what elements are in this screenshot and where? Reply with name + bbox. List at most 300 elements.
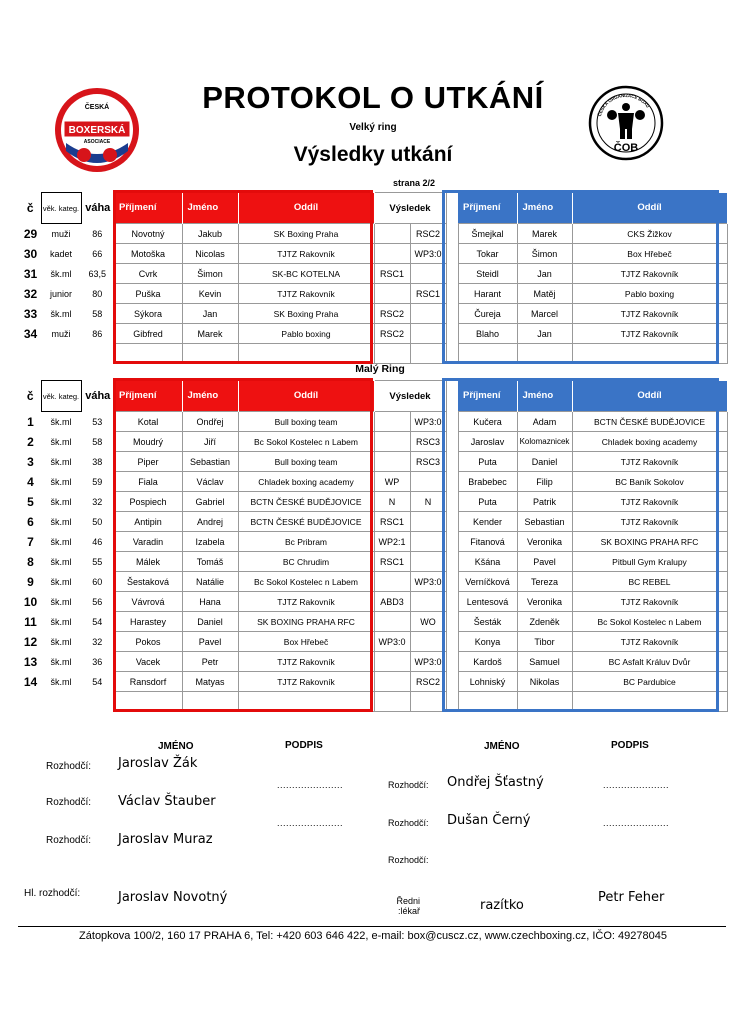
small-ring-blue-club: BC Asfalt Králuv Dvůr [572,652,727,672]
small-ring-header-red-name: Jméno [182,381,238,412]
big-ring-blue-name: Jan [517,264,572,284]
big-ring-red-name: Marek [182,324,238,344]
referee-label-1: Rozhodčí: [46,761,92,772]
small-ring-blue-club: Chladek boxing academy [572,432,727,452]
small-ring-bout-row [20,612,727,632]
big-ring-category: muži [51,328,71,339]
small-ring-gap [446,672,458,692]
big-ring-blue-club [572,344,727,364]
small-ring-red-name: Tomáš [182,552,238,572]
small-ring-result-blue [410,632,446,652]
small-ring-bout-number: 13 [23,654,38,669]
small-ring-red-name: Natálie [182,572,238,592]
small-ring-header-red-club: Oddíl [238,381,374,412]
big-ring-gap [446,344,458,364]
small-ring-red-surname: Vacek [114,652,182,672]
small-ring-bout-number: 1 [27,414,34,429]
small-ring-weight: 54 [92,616,103,627]
small-ring-red-name: Ondřej [182,412,238,432]
small-ring-red-name [182,692,238,712]
col-sign-left: PODPIS [285,740,323,751]
small-ring-red-club: TJTZ Rakovník [238,652,374,672]
small-ring-result-red [374,612,410,632]
chief-referee-label: Hl. rozhodčí: [24,888,81,899]
small-ring-blue-club: TJTZ Rakovník [572,632,727,652]
small-ring-header-blue-club: Oddíl [572,381,727,412]
big-ring-result-blue [410,304,446,324]
small-ring-blue-surname: Kučera [458,412,517,432]
small-ring-weight: 54 [92,676,103,687]
small-ring-result-blue: RSC3 [410,432,446,452]
small-ring-category: šk.ml [50,656,72,667]
big-ring-red-name: Nicolas [182,244,238,264]
small-ring-blue-club [572,692,727,712]
big-ring-red-surname: Novotný [114,224,182,244]
big-ring-gap [446,224,458,244]
big-ring-blue-surname: Tokar [458,244,517,264]
small-ring-red-name: Sebastian [182,452,238,472]
big-ring-bout-row [20,244,727,264]
doctor-name: Petr Feher [598,890,665,905]
small-ring-blue-surname: Puta [458,492,517,512]
small-ring-bout-row [20,432,727,452]
small-ring-bout-number: 3 [27,454,34,469]
small-ring-red-surname: Harastey [114,612,182,632]
big-ring-blue-club: TJTZ Rakovník [572,304,727,324]
small-ring-header-weight: váha [85,390,111,402]
small-ring-blue-name: Filip [517,472,572,492]
small-ring-category: šk.ml [50,436,72,447]
small-ring-blue-surname: Kšána [458,552,517,572]
small-ring-blue-name: Tibor [517,632,572,652]
svg-text:ČESKÁ: ČESKÁ [84,104,110,111]
small-ring-category: šk.ml [50,456,72,467]
referee-label-2: Rozhodčí: [46,797,92,808]
small-ring-gap [446,612,458,632]
big-ring-blue-name: Marek [517,224,572,244]
big-ring-blue-surname: Steidl [458,264,517,284]
small-ring-gap [446,632,458,652]
referee-label-3: Rozhodčí: [46,835,92,846]
small-ring-bout-row [20,472,727,492]
small-ring-gap [446,432,458,452]
small-ring-red-name: Petr [182,652,238,672]
big-ring-body [20,193,727,364]
small-ring-result-red [374,412,410,432]
big-ring-bout-number: 30 [23,246,38,261]
signature-line: ...................... [603,780,670,790]
big-ring-red-name: Jakub [182,224,238,244]
small-ring-blue-club: BC Pardubice [572,672,727,692]
big-ring-table [20,192,728,364]
small-ring-red-surname: Kotal [114,412,182,432]
small-ring-blue-club: BCTN ČESKÉ BUDĚJOVICE [572,412,727,432]
small-ring-result-blue: N [410,492,446,512]
small-ring-header-category: věk. kateg. [41,381,81,412]
col-sign-right: PODPIS [611,740,649,751]
small-ring-blue-surname: Lohniský [458,672,517,692]
big-ring-blue-club: Box Hřebeč [572,244,727,264]
small-ring-bout-row [20,572,727,592]
small-ring-bout-number [20,692,41,712]
small-ring-result-blue [410,552,446,572]
small-ring-gap [446,552,458,572]
small-ring-red-club: SK BOXING PRAHA RFC [238,612,374,632]
small-ring-red-surname: Pokos [114,632,182,652]
big-ring-header-blue-surname: Příjmení [458,193,517,224]
svg-text:ASOCIACE: ASOCIACE [83,139,111,145]
small-ring-category: šk.ml [50,536,72,547]
big-ring-red-name: Kevin [182,284,238,304]
small-ring-gap [446,472,458,492]
small-ring-red-name: Izabela [182,532,238,552]
small-ring-blue-name: Patrik [517,492,572,512]
big-ring-header-gap [446,193,458,224]
small-ring-gap [446,512,458,532]
small-ring-bout-row [20,512,727,532]
small-ring-result-red [374,672,410,692]
small-ring-blue-surname: Brabebec [458,472,517,492]
page-number: strana 2/2 [392,178,436,188]
small-ring-red-club: Bull boxing team [238,412,374,432]
big-ring-red-club: SK Boxing Praha [238,224,374,244]
big-ring-category: kadet [49,248,73,259]
big-ring-category: muži [51,228,71,239]
big-ring-header-red-name: Jméno [182,193,238,224]
big-ring-weight: 66 [92,248,103,259]
referee-name-4: Ondřej Šťastný [447,775,544,790]
col-name-left: JMÉNO [158,741,194,752]
small-ring-weight: 32 [92,636,103,647]
big-ring-gap [446,324,458,344]
big-ring-header-row [20,193,727,224]
small-ring-blue-name: Nikolas [517,672,572,692]
big-ring-weight [81,344,114,364]
big-ring-result-red [374,244,410,264]
small-ring-category [41,692,81,712]
big-ring-result-red [374,344,410,364]
small-ring-blue-club: TJTZ Rakovník [572,512,727,532]
small-ring-blue-club: BC REBEL [572,572,727,592]
small-ring-blue-name: Pavel [517,552,572,572]
big-ring-result-red: RSC1 [374,264,410,284]
small-ring-red-name: Andrej [182,512,238,532]
big-ring-bout-number: 33 [23,306,38,321]
big-ring-blue-surname: Blaho [458,324,517,344]
small-ring-bout-row [20,652,727,672]
small-ring-red-club: Bc Sokol Kostelec n Labem [238,432,374,452]
small-ring-result-red: RSC1 [374,552,410,572]
small-ring-bout-number: 7 [27,534,34,549]
big-ring-red-name: Šimon [182,264,238,284]
small-ring-weight: 46 [92,536,103,547]
small-ring-weight: 56 [92,596,103,607]
small-ring-bout-number: 12 [23,634,38,649]
small-ring-blue-surname [458,692,517,712]
small-ring-red-club: BCTN ČESKÉ BUDĚJOVICE [238,492,374,512]
big-ring-bout-number: 29 [23,226,38,241]
small-ring-header-gap [446,381,458,412]
small-ring-red-surname [114,692,182,712]
big-ring-result-red: RSC2 [374,324,410,344]
small-ring-blue-surname: Kardoš [458,652,517,672]
small-ring-blue-club: SK BOXING PRAHA RFC [572,532,727,552]
big-ring-red-surname: Gibfred [114,324,182,344]
signature-line: ...................... [277,780,344,790]
small-ring-weight: 58 [92,436,103,447]
small-ring-blue-surname: Šesták [458,612,517,632]
big-ring-result-blue [410,324,446,344]
small-ring-result-red [374,652,410,672]
small-ring-red-club: Bc Sokol Kostelec n Labem [238,572,374,592]
small-ring-red-club: Bull boxing team [238,452,374,472]
small-ring-blue-club: Bc Sokol Kostelec n Labem [572,612,727,632]
small-ring-category: šk.ml [50,496,72,507]
big-ring-red-surname: Sýkora [114,304,182,324]
big-ring-header-result: Výsledek [374,193,446,224]
small-ring-red-surname: Moudrý [114,432,182,452]
small-ring-blue-name: Veronika [517,592,572,612]
referee-name-5: Dušan Černý [447,813,531,828]
small-ring-bout-row [20,452,727,472]
svg-text:ČESKÁ ORGANIZACE BOXU: ČESKÁ ORGANIZACE BOXU [596,92,651,117]
chief-referee-name: Jaroslav Novotný [118,890,228,905]
big-ring-bout-number: 34 [23,326,38,341]
small-ring-result-blue [410,472,446,492]
small-ring-blue-name [517,692,572,712]
big-ring-category [41,344,81,364]
big-ring-category: šk.ml [50,268,72,279]
big-ring-header-category: věk. kateg. [41,193,81,224]
small-ring-blue-name: Kolomaznicek [517,432,572,452]
svg-text:ČOB: ČOB [613,142,639,154]
small-ring-result-blue: WP3:0 [410,652,446,672]
small-ring-blue-surname: Fitanová [458,532,517,552]
small-ring-bout-row [20,632,727,652]
small-ring-result-blue [410,532,446,552]
referee-name-3: Jaroslav Muraz [118,832,213,847]
small-ring-gap [446,592,458,612]
small-ring-result-blue: WP3:0 [410,572,446,592]
small-ring-header-red-surname: Příjmení [114,381,182,412]
small-ring-result-blue [410,592,446,612]
small-ring-red-surname: Ransdorf [114,672,182,692]
small-ring-result-red: RSC1 [374,512,410,532]
referee-name-1: Jaroslav Žák [118,756,198,771]
small-ring-weight: 32 [92,496,103,507]
big-ring-result-blue: WP3:0 [410,244,446,264]
big-ring-result-blue [410,264,446,284]
small-ring-bout-row [20,692,727,712]
small-ring-red-name: Daniel [182,612,238,632]
big-ring-red-surname: Motoška [114,244,182,264]
big-ring-red-name: Jan [182,304,238,324]
big-ring-bout-row [20,224,727,244]
big-ring-blue-name: Šimon [517,244,572,264]
small-ring-category: šk.ml [50,596,72,607]
referee-label-4: Rozhodčí: [388,780,429,790]
small-ring-gap [446,492,458,512]
small-ring-header-result: Výsledek [374,381,446,412]
small-ring-blue-name: Daniel [517,452,572,472]
small-ring-blue-surname: Jaroslav [458,432,517,452]
big-ring-blue-club: TJTZ Rakovník [572,264,727,284]
signature-line: ...................... [603,818,670,828]
small-ring-red-name: Václav [182,472,238,492]
small-ring-red-club: Chladek boxing academy [238,472,374,492]
small-ring-bout-number: 9 [27,574,34,589]
big-ring-weight: 86 [92,228,103,239]
referee-name-2: Václav Štauber [118,794,216,809]
big-ring-bout-number: 31 [23,266,38,281]
small-ring-result-red: WP [374,472,410,492]
small-ring-weight: 59 [92,476,103,487]
small-ring-weight: 53 [92,416,103,427]
big-ring-category: šk.ml [50,308,72,319]
small-ring-category: šk.ml [50,576,72,587]
small-ring-title: Malý Ring [355,363,405,375]
small-ring-header-blue-surname: Příjmení [458,381,517,412]
referee-label-5: Rozhodčí: [388,818,429,828]
big-ring-gap [446,244,458,264]
small-ring-category: šk.ml [50,416,72,427]
small-ring-result-blue: RSC2 [410,672,446,692]
big-ring-red-club: Pablo boxing [238,324,374,344]
small-ring-red-club: TJTZ Rakovník [238,672,374,692]
small-ring-weight: 60 [92,576,103,587]
small-ring-result-red: N [374,492,410,512]
small-ring-bout-number: 4 [27,474,34,489]
big-ring-blue-name: Jan [517,324,572,344]
big-ring-header-num: č [26,201,34,215]
small-ring-red-name: Jiří [182,432,238,452]
big-ring-result-blue: RSC1 [410,284,446,304]
big-ring-blue-club: Pablo boxing [572,284,727,304]
small-ring-red-surname: Vávrová [114,592,182,612]
big-ring-red-club: SK Boxing Praha [238,304,374,324]
small-ring-weight: 38 [92,456,103,467]
big-ring-bout-row [20,284,727,304]
small-ring-red-club: BCTN ČESKÉ BUDĚJOVICE [238,512,374,532]
big-ring-bout-row [20,264,727,284]
small-ring-red-name: Gabriel [182,492,238,512]
small-ring-weight: 55 [92,556,103,567]
small-ring-category: šk.ml [50,556,72,567]
small-ring-bout-number: 11 [24,614,37,629]
small-ring-blue-name: Zdeněk [517,612,572,632]
small-ring-red-club: Box Hřebeč [238,632,374,652]
big-ring-blue-surname: Harant [458,284,517,304]
small-ring-bout-number: 8 [27,554,34,569]
small-ring-red-surname: Piper [114,452,182,472]
big-ring-gap [446,304,458,324]
svg-text:BOXERSKÁ: BOXERSKÁ [68,125,126,136]
big-ring-red-name [182,344,238,364]
big-ring-bout-row [20,304,727,324]
small-ring-body [20,381,727,712]
small-ring-weight: 36 [92,656,103,667]
small-ring-bout-number: 2 [27,434,34,449]
small-ring-red-surname: Varadin [114,532,182,552]
small-ring-red-name: Matyas [182,672,238,692]
big-ring-category: junior [49,288,72,299]
small-ring-blue-surname: Verníčková [458,572,517,592]
small-ring-blue-name: Adam [517,412,572,432]
referee-label-6: Rozhodčí: [388,855,429,865]
big-ring-header-blue-club: Oddíl [572,193,727,224]
big-ring-weight: 86 [92,328,103,339]
small-ring-blue-surname: Lentesová [458,592,517,612]
small-ring-red-club: TJTZ Rakovník [238,592,374,612]
big-ring-weight: 80 [92,288,103,299]
small-ring-red-surname: Fiala [114,472,182,492]
small-ring-result-red [374,452,410,472]
big-ring-bout-row [20,344,727,364]
big-ring-bout-number [20,344,41,364]
small-ring-blue-surname: Kender [458,512,517,532]
big-ring-red-surname: Puška [114,284,182,304]
big-ring-blue-name [517,344,572,364]
organization-address: Zátopkova 100/2, 160 17 PRAHA 6, Tel: +420 603 646 422, e-mail: box@cuscz.cz, www.czechboxing.cz, IČO: 49278045 [79,930,667,942]
small-ring-category: šk.ml [50,676,72,687]
small-ring-bout-number: 6 [27,514,34,529]
big-ring-result-red [374,284,410,304]
big-ring-red-club: SK-BC KOTELNA [238,264,374,284]
big-ring-blue-surname: Čureja [458,304,517,324]
big-ring-weight: 63,5 [88,268,107,279]
small-ring-gap [446,572,458,592]
small-ring-bout-number: 10 [23,594,38,609]
small-ring-category: šk.ml [50,636,72,647]
small-ring-result-blue: WO [410,612,446,632]
small-ring-gap [446,692,458,712]
big-ring-blue-name: Matěj [517,284,572,304]
small-ring-red-club: BC Chrudim [238,552,374,572]
small-ring-category: šk.ml [50,476,72,487]
small-ring-bout-row [20,672,727,692]
small-ring-blue-club: BC Baník Sokolov [572,472,727,492]
col-name-right: JMÉNO [484,741,520,752]
small-ring-blue-surname: Puta [458,452,517,472]
big-ring-red-club: TJTZ Rakovník [238,284,374,304]
big-ring-bout-number: 32 [23,286,38,301]
big-ring-result-blue [410,344,446,364]
small-ring-blue-surname: Konya [458,632,517,652]
small-ring-red-surname: Šestaková [114,572,182,592]
small-ring-bout-row [20,552,727,572]
small-ring-gap [446,452,458,472]
small-ring-table [20,380,728,712]
small-ring-blue-name: Samuel [517,652,572,672]
small-ring-bout-row [20,412,727,432]
small-ring-result-blue: WP3:0 [410,412,446,432]
big-ring-blue-surname [458,344,517,364]
small-ring-red-surname: Málek [114,552,182,572]
big-ring-result-blue: RSC2 [410,224,446,244]
doctor-label: Ředni lékař: [396,896,420,916]
big-ring-blue-surname: Šmejkal [458,224,517,244]
footer-divider [18,926,726,927]
small-ring-bout-number: 14 [23,674,38,689]
small-ring-bout-row [20,492,727,512]
big-ring-bout-row [20,324,727,344]
small-ring-category: šk.ml [50,616,72,627]
small-ring-gap [446,412,458,432]
small-ring-bout-row [20,532,727,552]
big-ring-red-club: TJTZ Rakovník [238,244,374,264]
big-ring-red-surname [114,344,182,364]
small-ring-result-red [374,572,410,592]
